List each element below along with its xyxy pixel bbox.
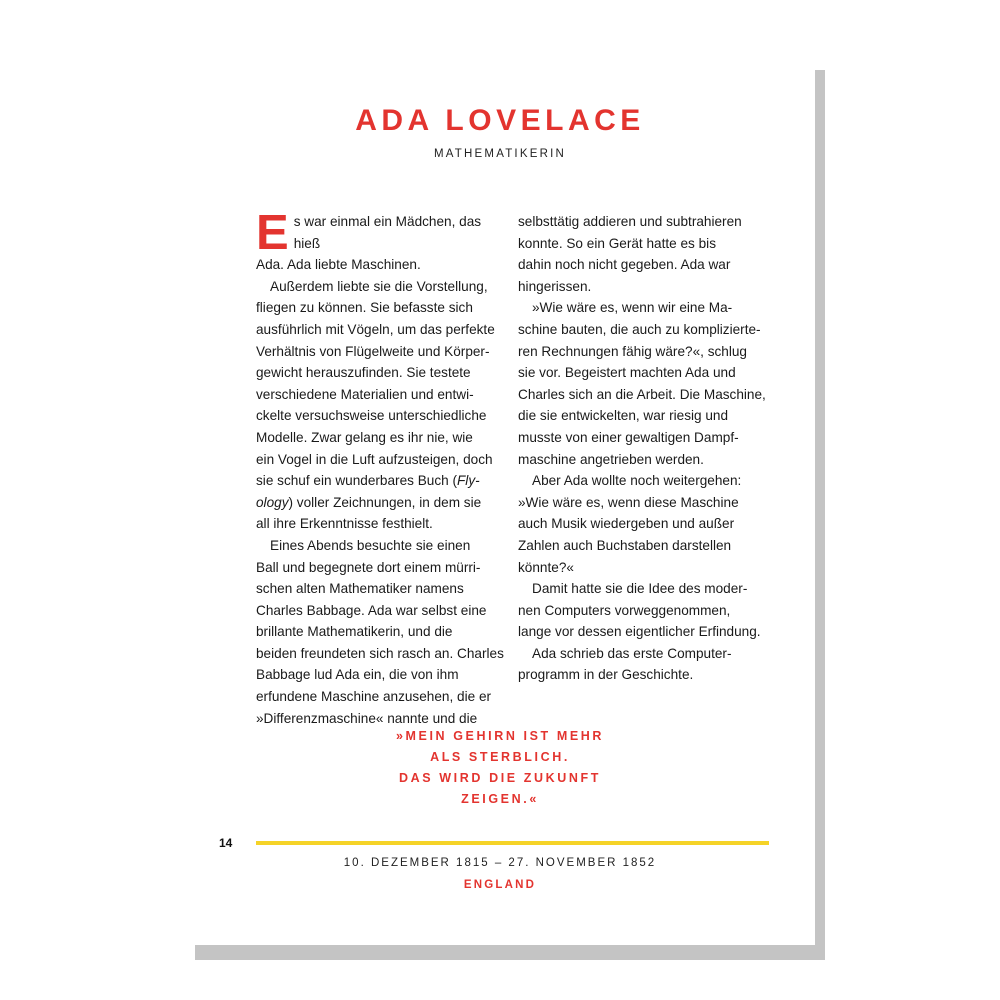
quote-line: ZEIGEN.«: [461, 792, 539, 806]
text-line: Aber Ada wollte noch weitergehen:: [532, 473, 742, 489]
text-line: Außerdem liebte sie die Vorstellung,: [270, 278, 488, 294]
text-line: die sie entwickelten, war riesig und: [518, 408, 729, 424]
text-line: ein Vogel in die Luft aufzusteigen, doch: [256, 451, 493, 467]
paragraph-5-quote: [518, 492, 773, 578]
text-line: erfundene Maschine anzusehen, die er: [256, 689, 492, 705]
text-line: selbsttätig addieren und subtrahieren: [518, 214, 742, 229]
text-line: schine bauten, die auch zu komplizierte-: [518, 321, 761, 337]
text-line: lange vor dessen eigentlicher Erfindung.: [518, 624, 761, 640]
book-title-italic: Fly-: [457, 473, 480, 489]
text-line: musste von einer gewaltigen Dampf-: [518, 429, 739, 445]
text-line: Charles sich an die Arbeit. Die Maschine,: [518, 386, 766, 402]
quote-line: DAS WIRD DIE ZUKUNFT: [399, 771, 601, 785]
paragraph-3: [256, 535, 511, 729]
text-line: ckelte versuchsweise unterschiedliche: [256, 408, 487, 424]
drop-cap: E: [256, 206, 289, 260]
text-line: Charles Babbage. Ada war selbst eine: [256, 602, 487, 618]
text-column-right: [518, 211, 773, 686]
text-line: beiden freundeten sich rasch an. Charles: [256, 645, 504, 661]
text-line: sie schuf ein wunderbares Buch (: [256, 473, 457, 489]
text-line: Eines Abends besuchte sie einen: [270, 537, 471, 553]
text-line: Ball und begegnete dort einem mürri-: [256, 559, 481, 575]
text-line: brillante Mathematikerin, und die: [256, 624, 453, 640]
quote-line: »MEIN GEHIRN IST MEHR: [395, 729, 605, 743]
page-title: ADA LOVELACE: [355, 104, 645, 137]
text-line: nen Computers vorweggenommen,: [518, 602, 731, 618]
text-column-left: [256, 206, 511, 729]
text-line: »Wie wäre es, wenn diese Maschine: [518, 494, 739, 510]
text-line: auch Musik wiedergeben und außer: [518, 516, 735, 532]
page-number: 14: [219, 836, 233, 850]
paragraph-4: [518, 297, 773, 470]
text-line: ) voller Zeichnungen, in dem sie: [288, 494, 482, 510]
text-line: Damit hatte sie die Idee des moder-: [532, 581, 748, 597]
text-line: s war einmal ein Mädchen, das hieß: [293, 214, 482, 251]
paragraph-5: [518, 470, 773, 492]
text-line: dahin noch nicht gegeben. Ada war: [518, 257, 731, 273]
text-line: hingerissen.: [518, 278, 592, 294]
country-label: ENGLAND: [463, 879, 537, 891]
text-line: ren Rechnungen fähig wäre?«, schlug: [518, 343, 747, 359]
text-line: fliegen zu können. Sie befasste sich: [256, 300, 473, 316]
text-line: gewicht herauszufinden. Sie testete: [256, 365, 471, 381]
text-line: »Differenzmaschine« nannte und die: [256, 710, 478, 726]
paragraph-2: [256, 276, 511, 535]
text-line: Zahlen auch Buchstaben darstellen: [518, 537, 732, 553]
text-line: all ihre Erkenntnisse festhielt.: [256, 516, 433, 532]
paragraph-7: [518, 643, 773, 686]
text-line: Ada schrieb das erste Computer-: [532, 645, 732, 661]
text-line: maschine angetrieben werden.: [518, 451, 704, 467]
book-title-italic: ology: [256, 494, 289, 510]
pull-quote: [185, 726, 815, 810]
paragraph-1: [256, 206, 511, 276]
text-line: Ada. Ada liebte Maschinen.: [256, 257, 421, 273]
text-line: programm in der Geschichte.: [518, 667, 694, 683]
text-line: schen alten Mathematiker namens: [256, 581, 464, 597]
life-dates: 10. DEZEMBER 1815 – 27. NOVEMBER 1852: [343, 857, 657, 869]
text-line: Modelle. Zwar gelang es ihr nie, wie: [256, 429, 473, 445]
quote-line: ALS STERBLICH.: [430, 750, 570, 764]
text-line: Verhältnis von Flügelweite und Körper-: [256, 343, 490, 359]
text-line: verschiedene Materialien und entwi-: [256, 386, 474, 402]
yellow-divider-rule: [256, 841, 769, 845]
book-page: [185, 55, 815, 945]
paragraph-6: [518, 578, 773, 643]
text-line: ausführlich mit Vögeln, um das perfekte: [256, 321, 495, 337]
text-line: Babbage lud Ada ein, die von ihm: [256, 667, 459, 683]
text-line: konnte. So ein Gerät hatte es bis: [518, 235, 716, 251]
text-line: sie vor. Begeistert machten Ada und: [518, 365, 736, 381]
text-line: »Wie wäre es, wenn wir eine Ma-: [532, 300, 733, 316]
text-line: könnte?«: [518, 559, 574, 575]
paragraph-3-continued: [518, 211, 773, 297]
page-subtitle: MATHEMATIKERIN: [434, 148, 566, 160]
